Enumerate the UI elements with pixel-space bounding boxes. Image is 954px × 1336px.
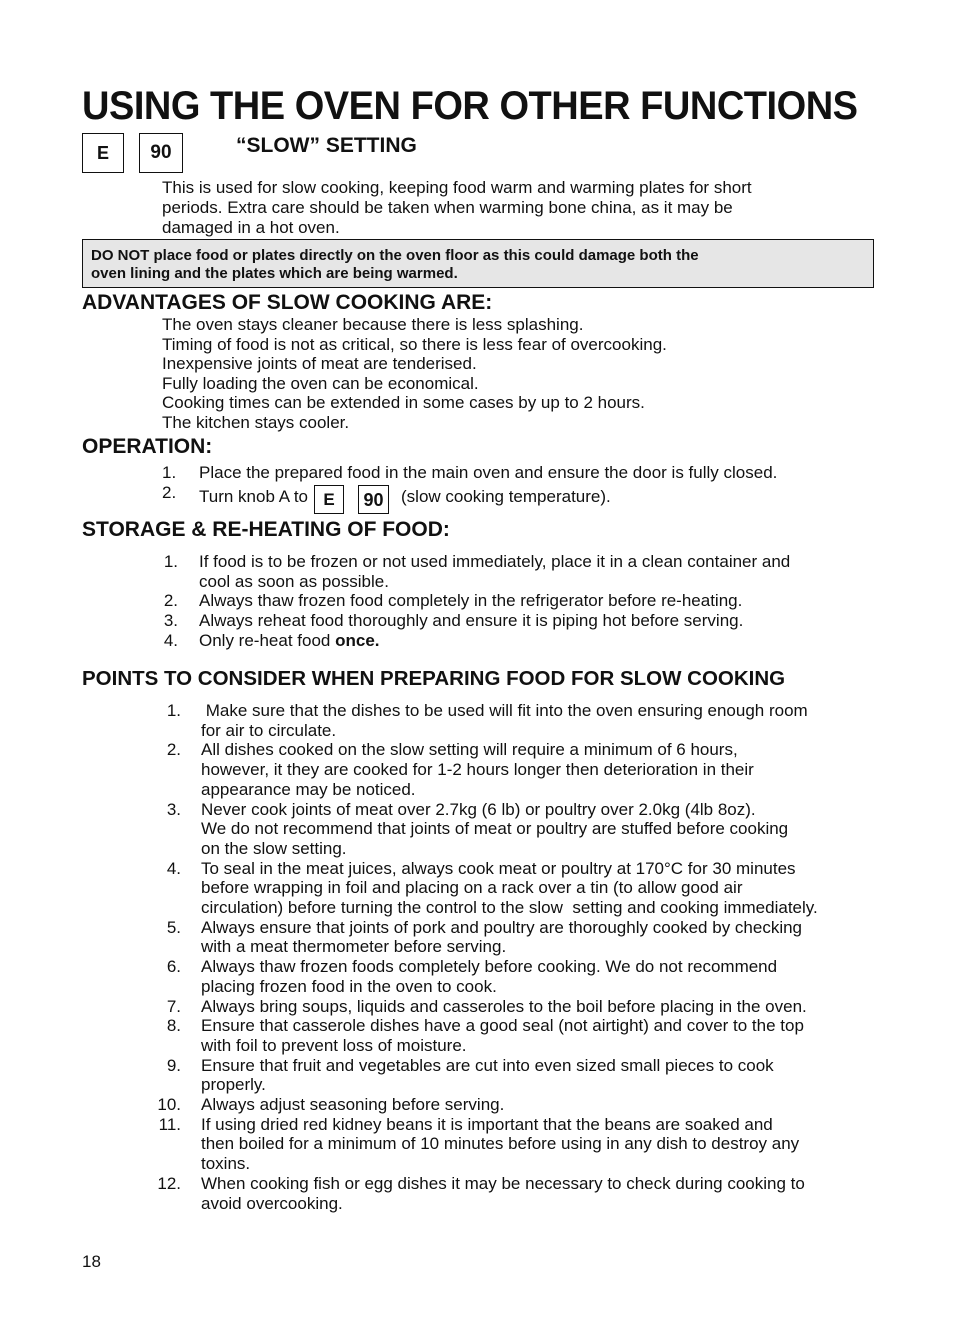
- item-line: If using dried red kidney beans it is important that the beans are soaked and: [201, 1114, 773, 1134]
- item-number: 7.: [166, 996, 181, 1016]
- paragraph-line: damaged in a hot oven.: [162, 218, 340, 237]
- list-item: [162, 591, 882, 611]
- item-line: with foil to prevent loss of moisture.: [201, 1035, 467, 1055]
- list-item: [150, 997, 880, 1017]
- item-number: 10.: [157, 1095, 181, 1115]
- item-line: Always bring soups, liquids and casseroles to the boil before placing in the oven.: [201, 996, 807, 1016]
- list-item: Fully loading the oven can be economical.: [162, 373, 479, 393]
- page-title: USING THE OVEN FOR OTHER FUNCTIONS: [82, 84, 858, 128]
- storage-heading: STORAGE & RE-HEATING OF FOOD:: [82, 518, 450, 541]
- item-number: 9.: [166, 1055, 181, 1075]
- item-line: We do not recommend that joints of meat or poultry are stuffed before cooking: [201, 819, 789, 839]
- step-number: 2.: [162, 483, 177, 502]
- item-line: appearance may be noticed.: [201, 779, 416, 799]
- item-number: 4.: [163, 630, 178, 650]
- list-item: Timing of food is not as critical, so there is less fear of overcooking.: [162, 334, 667, 354]
- slow-setting-paragraph: [162, 178, 862, 238]
- list-item: [150, 800, 880, 859]
- item-line: Always thaw frozen food completely in the refrigerator before re-heating.: [199, 591, 743, 611]
- list-item: [150, 701, 880, 740]
- step-text: Turn knob A to: [199, 486, 308, 506]
- item-text: Only re-heat food: [199, 630, 331, 650]
- list-item: Cooking times can be extended in some cases by up to 2 hours.: [162, 393, 645, 413]
- step-text: Place the prepared food in the main oven and ensure the door is fully closed.: [199, 463, 778, 482]
- list-item: [150, 1174, 880, 1213]
- operation-step-1: [162, 463, 778, 483]
- knob-box-90: 90: [358, 485, 389, 514]
- item-number: 6.: [166, 957, 181, 977]
- item-line: on the slow setting.: [201, 838, 347, 858]
- item-line: Never cook joints of meat over 2.7kg (6 lb) or poultry over 2.0kg (4lb 8oz).: [201, 799, 756, 819]
- slow-setting-heading: “SLOW” SETTING: [236, 134, 417, 157]
- item-number: 12.: [157, 1173, 181, 1193]
- item-line: before wrapping in foil and placing on a rack over a tin (to allow good air: [201, 878, 743, 898]
- item-number: 1.: [166, 701, 181, 720]
- item-line: cool as soon as possible.: [199, 571, 389, 591]
- knob-box-e: E: [314, 485, 344, 514]
- advantages-heading: ADVANTAGES OF SLOW COOKING ARE:: [82, 291, 493, 314]
- item-line: with a meat thermometer before serving.: [201, 937, 507, 957]
- item-line: Always ensure that joints of pork and poultry are thoroughly cooked by checking: [201, 917, 803, 937]
- item-line: avoid overcooking.: [201, 1193, 343, 1213]
- list-item: [150, 957, 880, 996]
- item-number: 1.: [163, 552, 178, 571]
- item-line: Always adjust seasoning before serving.: [201, 1095, 505, 1115]
- item-number: 3.: [163, 611, 178, 631]
- list-item: [150, 1016, 880, 1055]
- list-item: [150, 1115, 880, 1174]
- item-line: All dishes cooked on the slow setting will require a minimum of 6 hours,: [201, 740, 738, 760]
- points-list: [150, 701, 880, 1213]
- item-emphasis: once.: [335, 630, 380, 650]
- points-heading: POINTS TO CONSIDER WHEN PREPARING FOOD FOR SLOW COOKING: [82, 667, 786, 690]
- list-item: [150, 1056, 880, 1095]
- item-line: Always thaw frozen foods completely before cooking. We do not recommend: [201, 957, 778, 977]
- item-line: Make sure that the dishes to be used will fit into the oven ensuring enough room: [201, 701, 808, 720]
- list-item: [162, 611, 882, 631]
- item-line: then boiled for a minimum of 10 minutes before using in any dish to destroy any: [201, 1134, 800, 1154]
- step-number: 1.: [162, 463, 177, 482]
- operation-list: [162, 463, 778, 510]
- item-line: When cooking fish or egg dishes it may be necessary to check during cooking to: [201, 1173, 805, 1193]
- item-line: To seal in the meat juices, always cook meat or poultry at 170°C for 30 minutes: [201, 858, 796, 878]
- item-line: Ensure that fruit and vegetables are cut into even sized small pieces to cook: [201, 1055, 774, 1075]
- item-line: circulation) before turning the control to the slow setting and cooking immediately.: [201, 898, 818, 918]
- list-item: [150, 918, 880, 957]
- operation-heading: OPERATION:: [82, 435, 213, 458]
- operation-step-2: [162, 483, 611, 510]
- advantages-list: [162, 315, 667, 433]
- storage-list: [162, 552, 882, 651]
- list-item: The oven stays cleaner because there is less splashing.: [162, 315, 584, 334]
- item-number: 8.: [166, 1016, 181, 1036]
- list-item: Inexpensive joints of meat are tenderised.: [162, 354, 477, 374]
- warning-box: [82, 239, 874, 288]
- item-line: If food is to be frozen or not used immediately, place it in a clean container and: [199, 552, 791, 571]
- item-line: however, it they are cooked for 1-2 hours longer then deterioration in their: [201, 760, 754, 780]
- setting-box-90: 90: [139, 133, 183, 173]
- list-item: [162, 552, 882, 591]
- item-line: Always reheat food thoroughly and ensure it is piping hot before serving.: [199, 611, 744, 631]
- item-line: placing frozen food in the oven to cook.: [201, 976, 497, 996]
- item-number: 2.: [166, 740, 181, 760]
- list-item: The kitchen stays cooler.: [162, 412, 350, 432]
- warning-line: oven lining and the plates which are being warmed.: [91, 265, 458, 282]
- paragraph-line: This is used for slow cooking, keeping food warm and warming plates for short: [162, 178, 752, 197]
- setting-box-e: E: [82, 133, 124, 173]
- item-number: 11.: [158, 1114, 181, 1134]
- item-number: 4.: [166, 858, 181, 878]
- step-text-suffix: (slow cooking temperature).: [401, 486, 611, 506]
- item-line: toxins.: [201, 1154, 251, 1174]
- list-item: [150, 740, 880, 799]
- item-line: properly.: [201, 1075, 266, 1095]
- warning-line: DO NOT place food or plates directly on the oven floor as this could damage both the: [91, 247, 699, 264]
- paragraph-line: periods. Extra care should be taken when warming bone china, as it may be: [162, 198, 733, 217]
- list-item: [162, 631, 882, 651]
- item-number: 5.: [166, 917, 181, 937]
- page-number: 18: [82, 1252, 101, 1271]
- list-item: [150, 859, 880, 918]
- list-item: [150, 1095, 880, 1115]
- item-number: 2.: [163, 591, 178, 611]
- item-number: 3.: [166, 799, 181, 819]
- item-line: Ensure that casserole dishes have a good seal (not airtight) and cover to the top: [201, 1016, 804, 1036]
- item-line: for air to circulate.: [201, 720, 337, 740]
